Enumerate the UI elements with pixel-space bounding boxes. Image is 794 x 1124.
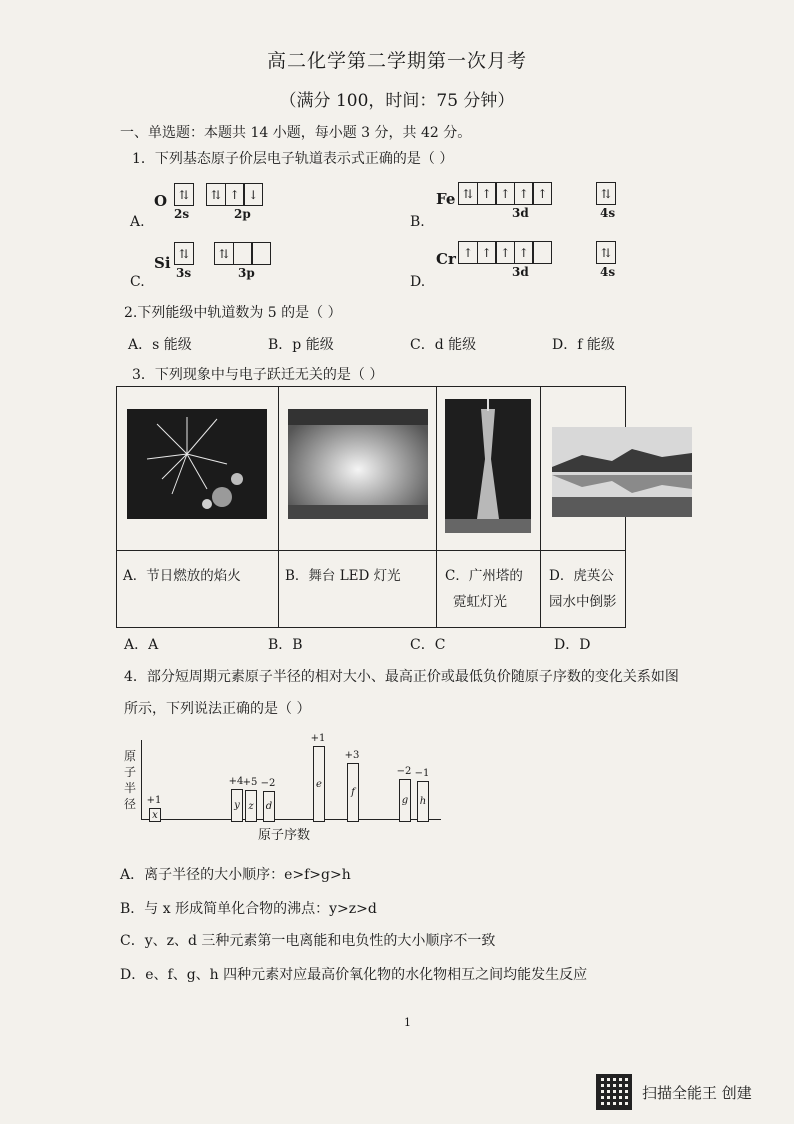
q1-a-element: O <box>154 192 168 210</box>
lake-reflection-photo <box>552 427 692 517</box>
orbital-box: ⇅ <box>596 241 616 264</box>
fireworks-photo <box>127 409 267 519</box>
q4-option-b: B．与 x 形成简单化合物的沸点：y>z>d <box>120 901 377 917</box>
chart-valence-label: +1 <box>310 733 326 744</box>
exam-title: 高二化学第二学期第一次月考 <box>266 50 527 72</box>
q3-caption-c2: 霓虹灯光 <box>453 594 507 610</box>
chart-bar-z: z <box>245 790 257 822</box>
q2-option-c: C．d 能级 <box>410 337 477 353</box>
q3-cell-a <box>117 387 279 627</box>
q4-stem-line1: 4．部分短周期元素原子半径的相对大小、最高正价或最低负价随原子序数的变化关系如图 <box>124 669 679 685</box>
q1-b-sub2: 4s <box>600 206 616 220</box>
q4-chart <box>141 733 441 821</box>
chart-bar-e: e <box>313 746 325 822</box>
chart-bar-f: f <box>347 763 359 822</box>
q1-a-sub1: 2s <box>174 207 190 221</box>
orbital-box: ↑ <box>477 241 497 264</box>
q3-caption-d: D．虎英公园水中倒影 <box>549 568 617 610</box>
q2-option-b: B．p 能级 <box>268 337 334 353</box>
q3-option-c: C．C <box>410 637 446 653</box>
q4-option-c: C．y、z、d 三种元素第一电离能和电负性的大小顺序不一致 <box>120 933 496 949</box>
q3-stem: 3．下列现象中与电子跃迁无关的是（ ） <box>132 367 384 383</box>
q4-option-d: D．e、f、g、h 四种元素对应最高价氧化物的水化物相互之间均能发生反应 <box>120 967 588 983</box>
q2-stem: 2.下列能级中轨道数为 5 的是（ ） <box>124 305 342 321</box>
orbital-box: ↑ <box>495 182 515 205</box>
q1-c-sub2: 3p <box>238 266 255 280</box>
canton-tower-photo <box>445 399 531 533</box>
exam-subtitle: （满分 100，时间：75 分钟） <box>279 91 515 111</box>
orbital-box <box>233 242 253 265</box>
orbital-box: ↑ <box>532 182 552 205</box>
orbital-box: ⇅ <box>596 182 616 205</box>
chart-valence-label: +4 <box>228 776 244 788</box>
q1-d-element: Cr <box>436 250 456 268</box>
orbital-box <box>532 241 552 264</box>
q4-chart-ylabel: 原子半径 <box>124 749 137 811</box>
q1-d-sub1: 3d <box>512 265 529 279</box>
chart-valence-label: +3 <box>344 750 360 762</box>
orbital-box: ↑ <box>225 183 245 206</box>
q2-option-d: D．f 能级 <box>552 337 615 353</box>
orbital-box: ⇅ <box>206 183 226 206</box>
q1-option-c-label: C. <box>130 274 145 290</box>
scanner-watermark: 扫描全能王 创建 <box>642 1084 752 1102</box>
orbital-box <box>251 242 271 265</box>
q3-photo-table <box>116 386 626 628</box>
q4-option-a: A．离子半径的大小顺序：e>f>g>h <box>120 867 351 883</box>
orbital-box: ⇅ <box>214 242 234 265</box>
q4-chart-xlabel: 原子序数 <box>258 828 311 843</box>
q1-a-orbitals-2 <box>206 183 262 206</box>
q1-option-b-label: B. <box>410 214 425 230</box>
q3-option-b: B．B <box>268 637 303 653</box>
q1-b-orbitals-2 <box>596 182 615 205</box>
q1-a-sub2: 2p <box>234 207 251 221</box>
orbital-box: ↑ <box>514 241 534 264</box>
chart-valence-label: −2 <box>396 765 412 777</box>
q3-caption-a: A．节日燃放的焰火 <box>123 568 241 584</box>
q1-c-element: Si <box>154 254 171 272</box>
stage-led-photo <box>288 409 428 519</box>
q1-a-orbitals-1 <box>174 183 193 206</box>
q1-c-orbitals-2 <box>214 242 270 265</box>
chart-valence-label: −2 <box>260 777 276 789</box>
q4-stem-line2: 所示，下列说法正确的是（ ） <box>124 701 311 717</box>
orbital-box: ⇅ <box>458 182 478 205</box>
q1-c-sub1: 3s <box>176 266 192 280</box>
orbital-box: ↑ <box>514 182 534 205</box>
orbital-box: ↑ <box>477 182 497 205</box>
q3-table-divider <box>117 550 625 551</box>
orbital-box: ⇅ <box>174 183 194 206</box>
q3-cell-b <box>278 387 437 627</box>
q1-c-orbitals-1 <box>174 242 193 265</box>
q1-stem: 1．下列基态原子价层电子轨道表示式正确的是（ ） <box>132 151 454 167</box>
q2-option-a: A．s 能级 <box>128 337 192 353</box>
chart-valence-label: +5 <box>242 777 258 789</box>
chart-valence-label: +1 <box>146 795 162 806</box>
orbital-box: ↓ <box>243 183 263 206</box>
q1-d-sub2: 4s <box>600 265 616 279</box>
q3-caption-b: B．舞台 LED 灯光 <box>285 568 401 584</box>
q3-option-d: D．D <box>554 637 591 653</box>
q1-b-sub1: 3d <box>512 206 529 220</box>
qr-code-icon <box>596 1074 632 1110</box>
orbital-box: ⇅ <box>174 242 194 265</box>
chart-bar-x: x <box>149 808 161 822</box>
chart-valence-label: −1 <box>414 767 430 779</box>
q3-option-a: A．A <box>124 637 159 653</box>
orbital-box: ↑ <box>495 241 515 264</box>
page-number: 1 <box>404 1016 411 1029</box>
q1-option-a-label: A. <box>130 214 145 230</box>
q1-b-element: Fe <box>436 190 456 208</box>
q1-option-d-label: D. <box>410 274 426 290</box>
section-heading: 一、单选题：本题共 14 小题，每小题 3 分，共 42 分。 <box>120 125 472 141</box>
orbital-box: ↑ <box>458 241 478 264</box>
q1-d-orbitals-1 <box>458 241 551 264</box>
chart-bar-y: y <box>231 789 243 822</box>
q3-caption-c1: C．广州塔的 <box>445 568 523 584</box>
chart-bar-d: d <box>263 791 275 822</box>
chart-bar-g: g <box>399 779 411 822</box>
q1-b-orbitals-1 <box>458 182 551 205</box>
q1-d-orbitals-2 <box>596 241 615 264</box>
chart-bar-h: h <box>417 781 429 822</box>
